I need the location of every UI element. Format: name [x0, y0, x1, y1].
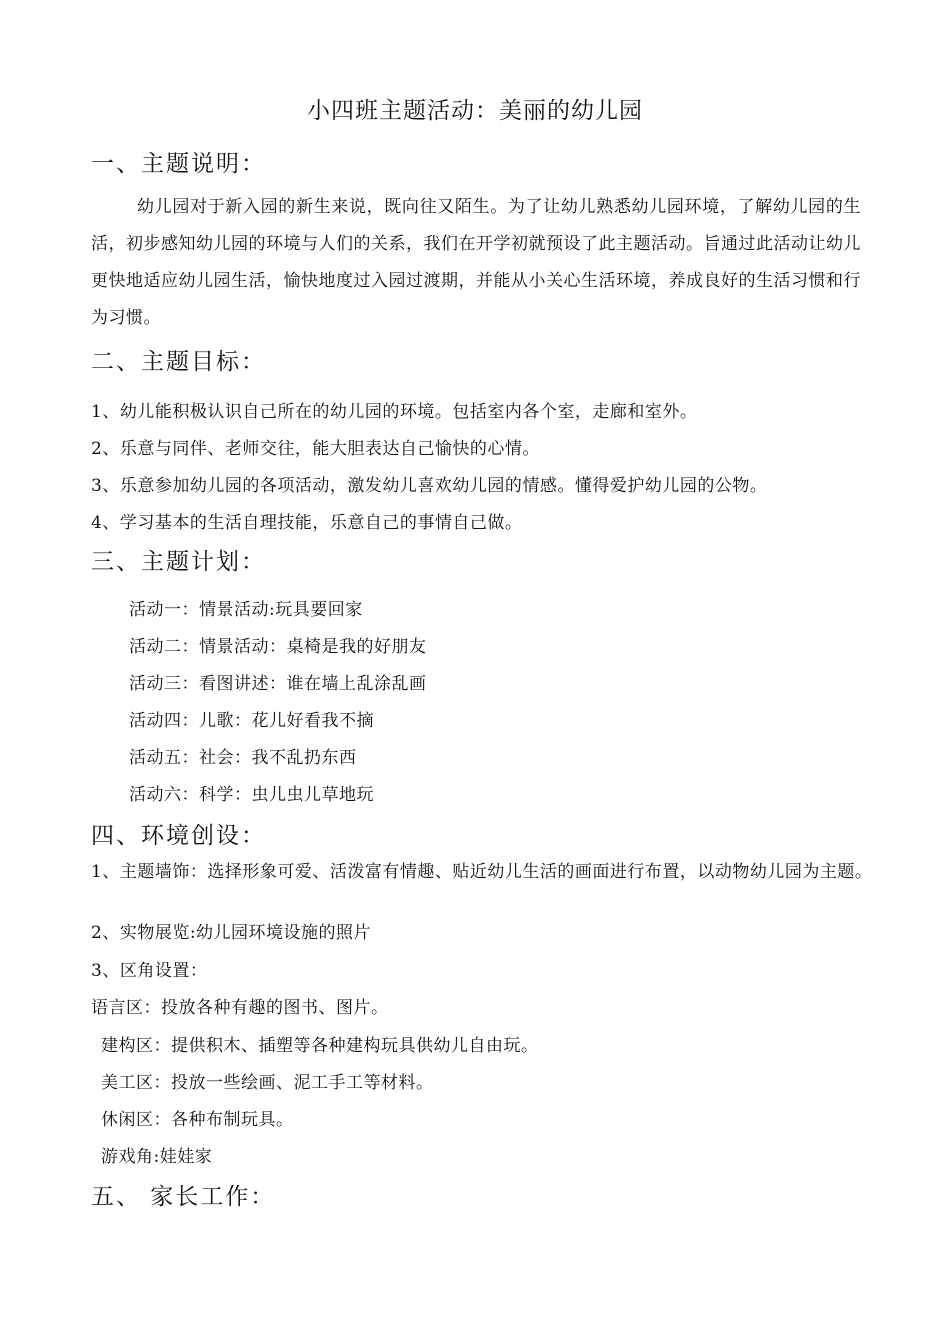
- activity-item: 活动三：看图讲述：谁在墙上乱涂乱画: [129, 674, 427, 694]
- activity-item: 活动六：科学：虫儿虫儿草地玩: [129, 785, 374, 805]
- document-title: 小四班主题活动：美丽的幼儿园: [307, 98, 643, 124]
- section-heading-theme-description: 一、主题说明：: [91, 151, 266, 177]
- section-heading-parent-work: 五、 家长工作：: [91, 1184, 276, 1210]
- activity-item: 活动二：情景活动：桌椅是我的好朋友: [129, 637, 427, 657]
- section-heading-theme-goals: 二、主题目标：: [91, 349, 266, 375]
- environment-item: 3、区角设置：: [91, 961, 208, 981]
- goal-item: 4、学习基本的生活自理技能，乐意自己的事情自己做。: [91, 513, 523, 533]
- environment-item: 2、实物展览:幼儿园环境设施的照片: [91, 923, 372, 943]
- area-item: 美工区：投放一些绘画、泥工手工等材料。: [101, 1073, 434, 1093]
- area-item: 休闲区：各种布制玩具。: [101, 1110, 294, 1130]
- activity-item: 活动四：儿歌：花儿好看我不摘: [129, 711, 374, 731]
- section-heading-environment: 四、环境创设：: [91, 823, 266, 849]
- area-item: 游戏角:娃娃家: [101, 1147, 213, 1167]
- activity-item: 活动一：情景活动:玩具要回家: [129, 600, 363, 620]
- goal-item: 2、乐意与同伴、老师交往，能大胆表达自己愉快的心情。: [91, 439, 540, 459]
- theme-description-paragraph: 幼儿园对于新入园的新生来说，既向往又陌生。为了让幼儿熟悉幼儿园环境，了解幼儿园的生活，初步感知幼儿园的环境与人们的关系，我们在开学初就预设了此主题活动。旨通过此活动让幼儿更快地适应幼儿园生活，愉快地度过入园过渡期，并能从小关心生活环境，养成良好的生活习惯和行为习惯。: [91, 197, 861, 328]
- area-item: 语言区：投放各种有趣的图书、图片。: [91, 998, 389, 1018]
- activity-item: 活动五：社会：我不乱扔东西: [129, 748, 357, 768]
- area-item: 建构区：提供积木、插塑等各种建构玩具供幼儿自由玩。: [101, 1036, 539, 1056]
- section-heading-theme-plan: 三、主题计划：: [91, 549, 266, 575]
- goal-item: 3、乐意参加幼儿园的各项活动，激发幼儿喜欢幼儿园的情感。懂得爱护幼儿园的公物。: [91, 476, 768, 496]
- environment-item: 1、主题墙饰：选择形象可爱、活泼富有情趣、贴近幼儿生活的画面进行布置，以动物幼儿园为主题。: [91, 862, 873, 882]
- goal-item: 1、幼儿能积极认识自己所在的幼儿园的环境。包括室内各个室，走廊和室外。: [91, 402, 698, 422]
